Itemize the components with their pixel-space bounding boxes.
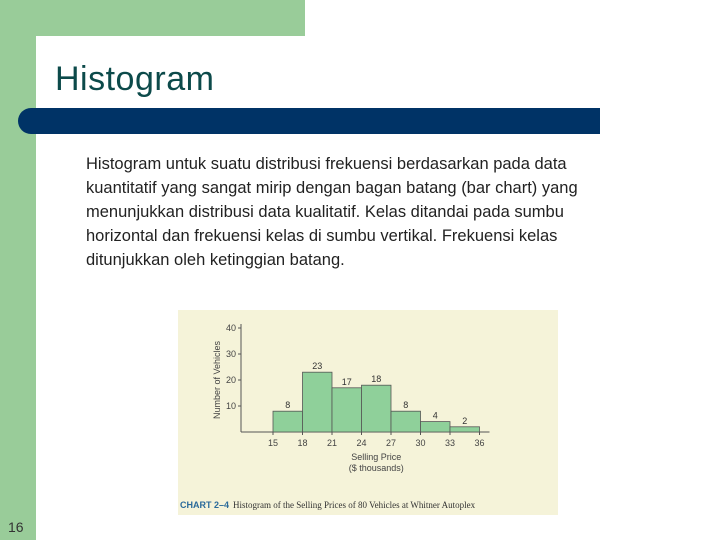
y-tick-label: 40 — [225, 323, 236, 333]
x-tick-label: 15 — [267, 438, 279, 448]
x-tick-label: 33 — [444, 438, 456, 448]
histogram-bar — [362, 385, 392, 432]
chart-caption-text: Histogram of the Selling Prices of 80 Vehicles at Whitner Autoplex — [233, 500, 476, 510]
left-decor-band — [0, 0, 36, 540]
histogram-bar — [332, 388, 362, 432]
histogram-bar — [450, 427, 480, 432]
x-tick-label: 36 — [474, 438, 485, 448]
y-tick-label: 30 — [225, 349, 236, 359]
x-tick-label: 21 — [326, 438, 338, 448]
body-lead-term: Histogram — [86, 155, 162, 173]
histogram-chart — [178, 310, 558, 515]
bar-value-label: 18 — [371, 374, 382, 385]
title-underline-bar — [18, 108, 600, 134]
slide-title: Histogram — [55, 60, 215, 98]
bar-value-label: 23 — [312, 361, 323, 372]
x-tick-label: 27 — [385, 438, 397, 448]
histogram-bar — [391, 411, 421, 432]
x-tick-label: 24 — [356, 438, 367, 448]
x-tick-label: 30 — [415, 438, 426, 448]
bar-value-label: 17 — [341, 376, 352, 387]
bar-value-label: 2 — [462, 415, 468, 426]
body-description: untuk suatu distribusi frekuensi berdasarkan pada data kuantitatif yang sangat mirip dengan bagan batang (bar chart) yang menunjukkan distribusi data kualitatif. Kelas ditandai pada sumbu horizontal dan frekuensi kelas di sumbu vertikal. Frekuensi kelas ditunjukkan oleh ketinggian batang. — [86, 155, 578, 269]
y-tick-label: 20 — [225, 375, 236, 385]
bar-value-label: 4 — [432, 410, 438, 421]
chart-caption-tag: CHART 2–4 — [180, 500, 230, 510]
slide-body-text — [86, 152, 606, 272]
histogram-bar — [303, 372, 333, 432]
histogram-bar — [273, 411, 303, 432]
top-decor-band — [0, 0, 305, 36]
histogram-svg — [178, 310, 558, 515]
y-axis-label: Number of Vehicles — [212, 340, 222, 420]
bar-value-label: 8 — [403, 400, 409, 411]
y-tick-label: 10 — [225, 401, 236, 411]
histogram-bar — [421, 422, 451, 432]
chart-caption — [180, 500, 475, 510]
slide-number: 16 — [8, 519, 24, 535]
bar-value-label: 8 — [285, 400, 291, 411]
x-axis-sublabel: ($ thousands) — [348, 463, 404, 473]
x-tick-label: 18 — [297, 438, 308, 448]
x-axis-label: Selling Price — [351, 452, 402, 462]
